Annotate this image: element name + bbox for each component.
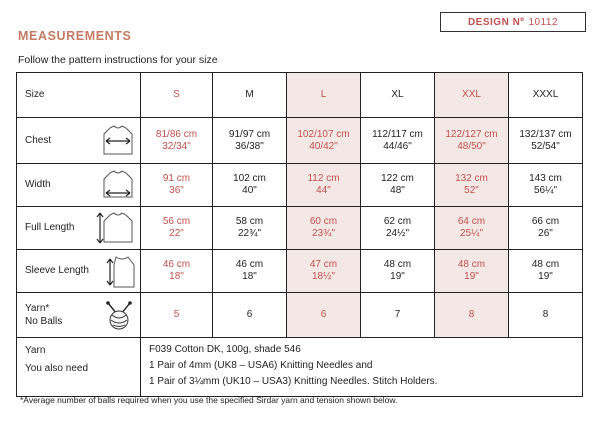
width-label-cell: Width xyxy=(17,164,141,207)
sleeve-length-s: 46 cm 18" xyxy=(141,250,213,293)
yarn-balls-s: 5 xyxy=(141,293,213,338)
full-length-xxxl: 66 cm 26" xyxy=(509,207,583,250)
sleeve-length-xl: 48 cm 19" xyxy=(361,250,435,293)
table-row-yarn-balls xyxy=(17,293,583,338)
width-garment-icon xyxy=(100,169,136,201)
chest-l: 102/107 cm 40/42" xyxy=(287,118,361,164)
sleeve-length-m: 46 cm 18" xyxy=(213,250,287,293)
need-line-2: 1 Pair of 3¼mm (UK10 – USA3) Knitting Needles. Stitch Holders. xyxy=(149,376,438,387)
yarn-info-labels xyxy=(17,338,141,397)
chest-label-cell: Chest xyxy=(17,118,141,164)
need-line-1: 1 Pair of 4mm (UK8 – USA6) Knitting Needles and xyxy=(149,360,373,371)
yarn-balls-m: 6 xyxy=(213,293,287,338)
size-xxxl: XXXL xyxy=(509,73,583,118)
sleeve-length-l: 47 cm 18½" xyxy=(287,250,361,293)
table-row-width xyxy=(17,164,583,207)
table-row-full-length xyxy=(17,207,583,250)
full-length-label-cell: Full Length xyxy=(17,207,141,250)
width-xxl: 132 cm 52" xyxy=(435,164,509,207)
table-row-chest xyxy=(17,118,583,164)
table-row-sizes xyxy=(17,73,583,118)
width-xxxl: 143 cm 56¼" xyxy=(509,164,583,207)
yarn-balls-xl: 7 xyxy=(361,293,435,338)
chest-xl: 112/117 cm 44/46" xyxy=(361,118,435,164)
chest-xxxl: 132/137 cm 52/54" xyxy=(509,118,583,164)
yarn-info-text: F039 Cotton DK, 100g, shade 546 xyxy=(149,344,301,355)
table-row-sleeve-length xyxy=(17,250,583,293)
measurements-table xyxy=(16,72,583,397)
full-length-m: 58 cm 22¾" xyxy=(213,207,287,250)
design-label: DESIGN Nº xyxy=(467,16,525,28)
width-s: 91 cm 36" xyxy=(141,164,213,207)
design-number-box xyxy=(440,12,586,32)
yarn-ball-icon xyxy=(102,299,136,331)
yarn-info-text-cell xyxy=(141,338,583,397)
page-title: MEASUREMENTS xyxy=(18,29,132,43)
size-xxl: XXL xyxy=(435,73,509,118)
yarn-balls-xxxl: 8 xyxy=(509,293,583,338)
full-length-s: 56 cm 22" xyxy=(141,207,213,250)
sleeve-length-xxl: 48 cm 19" xyxy=(435,250,509,293)
width-xl: 122 cm 48" xyxy=(361,164,435,207)
chest-garment-icon xyxy=(100,124,136,158)
full-length-l: 60 cm 23¾" xyxy=(287,207,361,250)
width-m: 102 cm 40" xyxy=(213,164,287,207)
chest-s: 81/86 cm 32/34" xyxy=(141,118,213,164)
need-label: You also need xyxy=(25,363,89,374)
design-number: 10112 xyxy=(528,16,559,28)
chest-m: 91/97 cm 36/38" xyxy=(213,118,287,164)
yarn-label-cell: Yarn* No Balls xyxy=(17,293,141,338)
full-length-xl: 62 cm 24½" xyxy=(361,207,435,250)
size-m: M xyxy=(213,73,287,118)
full-length-xxl: 64 cm 25¼" xyxy=(435,207,509,250)
footnote: *Average number of balls required when you use the specified Sirdar yarn and tension shown below. xyxy=(20,395,398,405)
size-l: L xyxy=(287,73,361,118)
size-xl: XL xyxy=(361,73,435,118)
table-row-yarn-info xyxy=(17,338,583,397)
measurements-table-wrap xyxy=(16,72,582,397)
chest-xxl: 122/127 cm 48/50" xyxy=(435,118,509,164)
size-s: S xyxy=(141,73,213,118)
yarn-balls-xxl: 8 xyxy=(435,293,509,338)
sleeve-garment-icon xyxy=(102,253,136,289)
sleeve-length-xxxl: 48 cm 19" xyxy=(509,250,583,293)
full-length-garment-icon xyxy=(96,210,136,246)
page-subtitle: Follow the pattern instructions for your size xyxy=(18,54,218,66)
yarn-info-label: Yarn xyxy=(25,345,46,356)
yarn-balls-l: 6 xyxy=(287,293,361,338)
size-header: Size xyxy=(17,73,141,118)
width-l: 112 cm 44" xyxy=(287,164,361,207)
sleeve-length-label-cell: Sleeve Length xyxy=(17,250,141,293)
